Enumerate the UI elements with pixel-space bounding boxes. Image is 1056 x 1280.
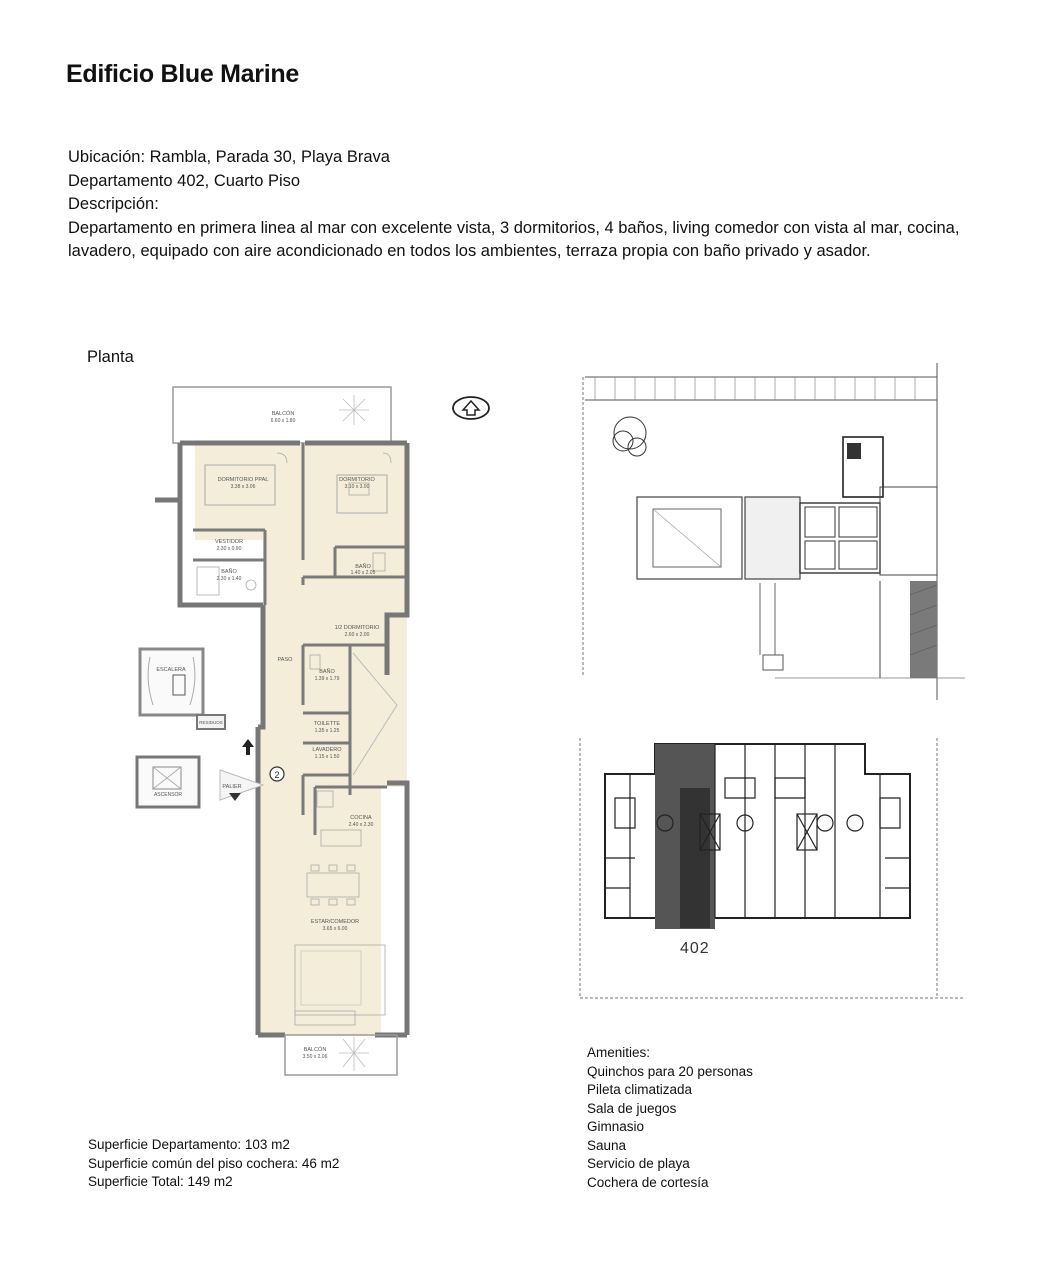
north-arrow-icon <box>450 394 492 422</box>
plan-label-estar-dim: 3.65 x 6.00 <box>322 926 348 932</box>
plan-label-dorm-ppal: DORMITORIO PPAL <box>217 477 269 483</box>
plan-label-lavadero: LAVADERO <box>312 747 342 753</box>
plan-label-bano-1-dim: 2.30 x 1.40 <box>216 576 242 582</box>
amenity-item: Gimnasio <box>587 1119 645 1134</box>
amenity-item: Servicio de playa <box>587 1156 690 1171</box>
plan-label-palier: PALIER <box>222 784 242 790</box>
page-title: Edificio Blue Marine <box>66 60 299 88</box>
plan-label-lavadero-dim: 1.15 x 1.50 <box>314 754 340 760</box>
plan-label-ascensor: ASCENSOR <box>153 792 183 798</box>
plan-label-estar: ESTAR/COMEDOR <box>310 919 360 925</box>
plan-label-bano-3: BAÑO <box>319 669 335 675</box>
plan-label-dorm: DORMITORIO <box>339 477 375 483</box>
property-info <box>68 146 1008 264</box>
plan-label-dorm-ppal-dim: 3.38 x 3.06 <box>230 484 256 490</box>
description-text: Departamento en primera linea al mar con excelente vista, 3 dormitorios, 4 baños, living comedor con vista al mar, cocina, lavadero, equipado con aire acondicionado en todos los ambientes, terraza propia con baño privado y asador. <box>68 218 960 260</box>
plan-label-paso: PASO <box>277 657 293 663</box>
plan-label-balcon-bottom: BALCÓN <box>303 1047 327 1053</box>
plan-label-dorm-dim: 3.10 x 3.00 <box>344 484 370 490</box>
plan-label-toilette-dim: 1.35 x 1.25 <box>314 728 340 734</box>
plan-label-escalera: ESCALERA <box>156 667 186 673</box>
surface-common: Superficie común del piso cochera: 46 m2 <box>88 1155 340 1171</box>
plan-label-balcon-top-dim: 6.60 x 1.80 <box>270 418 296 424</box>
plan-label-bano-2-dim: 1.40 x 2.05 <box>350 570 376 576</box>
amenities-heading: Amenities: <box>587 1045 651 1060</box>
plan-unit-number: 2 <box>274 770 280 780</box>
plan-label-bano-2: BAÑO <box>355 564 371 570</box>
plan-label-balcon-bottom-dim: 3.50 x 2.06 <box>302 1054 328 1060</box>
plan-label-residuos: RESIDUOS <box>199 720 223 725</box>
plan-label-cocina-dim: 2.40 x 2.30 <box>348 822 374 828</box>
amenity-item: Cochera de cortesía <box>587 1174 709 1190</box>
building-floor-plate <box>575 738 970 1000</box>
plan-label-cocina: COCINA <box>350 815 372 821</box>
plan-label-toilette: TOILETTE <box>313 721 341 727</box>
plan-label-bano-3-dim: 1.39 x 1.79 <box>314 676 340 682</box>
floor-plan-label: Planta <box>87 348 134 366</box>
surface-apartment: Superficie Departamento: 103 m2 <box>88 1137 290 1152</box>
plan-label-medio-dorm-dim: 2.60 x 2.00 <box>344 632 370 638</box>
apartment-text: Departamento 402, Cuarto Piso <box>68 171 301 190</box>
plan-label-bano-1: BAÑO <box>221 569 237 575</box>
plan-label-balcon-top: BALCÓN <box>271 411 295 417</box>
plan-label-medio-dorm: 1/2 DORMITORIO <box>334 625 380 631</box>
plan-label-vestidor-dim: 2.30 x 0.90 <box>216 546 242 552</box>
amenity-item: Quinchos para 20 personas <box>587 1063 753 1079</box>
description-label: Descripción: <box>68 195 159 213</box>
amenity-item: Sauna <box>587 1137 627 1153</box>
plan-label-vestidor: VESTIDOR <box>214 539 244 545</box>
location-text: Ubicación: Rambla, Parada 30, Playa Brava <box>68 148 390 166</box>
unit-number-label: 402 <box>680 940 710 957</box>
surface-total: Superficie Total: 149 m2 <box>88 1174 233 1189</box>
surface-areas <box>88 1136 339 1192</box>
amenity-item: Pileta climatizada <box>587 1082 693 1097</box>
site-plan <box>575 355 970 700</box>
apartment-floor-plan <box>125 375 425 1085</box>
amenities-list <box>587 1044 753 1192</box>
amenity-item: Sala de juegos <box>587 1100 677 1116</box>
